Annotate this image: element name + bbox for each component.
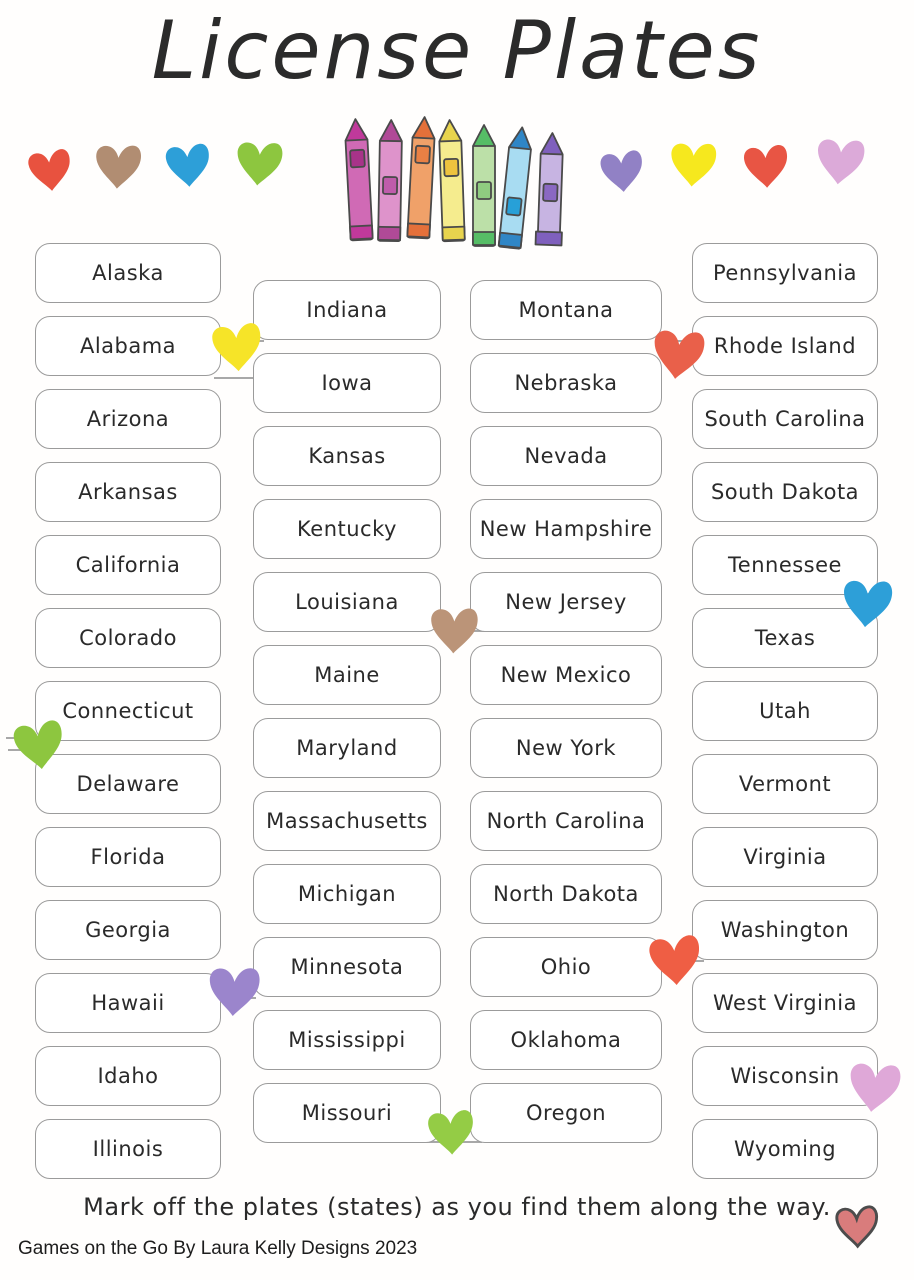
state-label: Minnesota [290, 955, 404, 979]
state-label: Arizona [86, 407, 170, 431]
heart-icon [643, 928, 707, 994]
state-box [35, 243, 221, 303]
state-label: Kansas [308, 444, 386, 468]
state-box [253, 572, 441, 632]
state-label: Oklahoma [510, 1028, 622, 1052]
instruction-text: Mark off the plates (states) as you find them along the way. [83, 1193, 831, 1221]
state-box [35, 1046, 221, 1106]
heart-icon [644, 321, 711, 390]
state-label: Montana [518, 298, 614, 322]
heart-icon [809, 127, 871, 197]
state-label: Kentucky [297, 517, 397, 541]
state-box [470, 864, 662, 924]
state-label: North Carolina [486, 809, 646, 833]
crayons-icon [343, 116, 575, 266]
state-label: Texas [754, 626, 816, 650]
state-box [470, 937, 662, 997]
crayon-label [350, 150, 365, 168]
state-box [470, 718, 662, 778]
state-box [253, 280, 441, 340]
state-box [692, 681, 878, 741]
state-box [692, 316, 878, 376]
state-box [253, 645, 441, 705]
crayon-green-icon [473, 125, 495, 246]
state-box [470, 791, 662, 851]
state-box [35, 535, 221, 595]
state-box [470, 1010, 662, 1070]
state-box [253, 1083, 441, 1143]
state-box [470, 572, 662, 632]
crayon-label [415, 146, 430, 164]
crayon-yellow-icon [439, 120, 465, 242]
state-box [692, 827, 878, 887]
state-box [692, 973, 878, 1033]
crayon-band [407, 223, 430, 237]
state-box [470, 353, 662, 413]
state-label: West Virginia [713, 991, 857, 1015]
state-label: Ohio [540, 955, 592, 979]
crayon-band [473, 232, 495, 245]
state-label: Vermont [738, 772, 832, 796]
state-label: Wyoming [733, 1137, 837, 1161]
state-box [253, 791, 441, 851]
state-box [692, 389, 878, 449]
state-label: Michigan [297, 882, 397, 906]
state-label: Utah [759, 699, 811, 723]
state-label: Oregon [525, 1101, 607, 1125]
state-label: Mississippi [288, 1028, 406, 1052]
state-label: Wisconsin [730, 1064, 840, 1088]
state-label: South Dakota [710, 480, 860, 504]
state-label: New York [515, 736, 617, 760]
crayon-tip [344, 119, 367, 141]
crayon-blue-icon [499, 126, 534, 249]
state-box [253, 426, 441, 486]
state-label: Connecticut [62, 699, 194, 723]
heart-icon [425, 601, 483, 661]
state-box [35, 608, 221, 668]
state-box [470, 426, 662, 486]
crayon-label [506, 197, 522, 215]
state-label: California [75, 553, 181, 577]
page-title: License Plates [151, 4, 763, 97]
crayon-tip [413, 117, 436, 139]
state-box [692, 243, 878, 303]
state-column-1 [35, 243, 221, 1179]
state-label: South Carolina [704, 407, 866, 431]
state-label: Maine [314, 663, 380, 687]
state-label: Idaho [97, 1064, 159, 1088]
state-label: Iowa [321, 371, 373, 395]
state-label: Florida [90, 845, 166, 869]
crayon-tip [439, 120, 462, 142]
state-box [470, 645, 662, 705]
heart-icon [595, 144, 649, 200]
crayon-label [477, 182, 491, 199]
state-label: New Mexico [500, 663, 632, 687]
state-box [35, 462, 221, 522]
crayon-band [350, 225, 373, 239]
crayon-tip [473, 125, 495, 146]
heart-icon [230, 134, 289, 194]
state-box [253, 1010, 441, 1070]
state-box [692, 462, 878, 522]
crayon-tip [509, 126, 533, 149]
crayon-band [378, 227, 400, 240]
heart-icon [22, 143, 79, 198]
heart-icon [206, 316, 268, 380]
state-label: Tennessee [728, 553, 842, 577]
state-label: Arkansas [78, 480, 178, 504]
state-box [35, 900, 221, 960]
state-label: Maryland [296, 736, 398, 760]
state-box [692, 900, 878, 960]
heart-icon [835, 572, 898, 637]
state-box [253, 499, 441, 559]
footer-credit: Games on the Go By Laura Kelly Designs 2023 [18, 1238, 418, 1259]
state-label: Washington [720, 918, 850, 942]
state-label: Louisiana [295, 590, 399, 614]
state-label: Alabama [79, 334, 177, 358]
state-box [35, 973, 221, 1033]
heart-icon [840, 1051, 908, 1126]
state-label: Delaware [76, 772, 180, 796]
heart-icon [422, 1101, 479, 1166]
state-label: Georgia [85, 918, 171, 942]
crayon-tip [541, 133, 564, 155]
state-label: Missouri [301, 1101, 393, 1125]
state-box [253, 937, 441, 997]
state-box [692, 754, 878, 814]
state-label: Pennsylvania [713, 261, 857, 285]
state-label: Indiana [306, 298, 388, 322]
state-label: Virginia [743, 845, 827, 869]
state-box [253, 353, 441, 413]
state-label: Hawaii [91, 991, 165, 1015]
heart-icon [89, 139, 148, 196]
state-column-2 [253, 280, 441, 1143]
state-box [253, 864, 441, 924]
crayon-band [499, 233, 522, 248]
state-label: North Dakota [493, 882, 639, 906]
state-box [692, 1119, 878, 1179]
crayon-label [383, 177, 397, 194]
state-label: Alaska [92, 261, 164, 285]
state-box [470, 1083, 662, 1143]
state-box [35, 316, 221, 376]
state-label: Rhode Island [713, 334, 857, 358]
state-box [35, 1119, 221, 1179]
heart-icon [158, 138, 217, 194]
crayon-band [442, 227, 464, 241]
crayon-band [536, 232, 562, 246]
state-label: Massachusetts [266, 809, 428, 833]
state-box [35, 389, 221, 449]
heart-icon [739, 137, 794, 198]
crayon-label [444, 159, 459, 176]
crayon-pink-icon [378, 120, 402, 241]
state-label: Colorado [79, 626, 177, 650]
heart-icon [664, 134, 722, 196]
state-label: Nebraska [514, 371, 618, 395]
state-label: New Jersey [505, 590, 627, 614]
state-column-4 [692, 243, 878, 1179]
crayon-magenta-icon [344, 119, 372, 241]
crayon-label [543, 184, 558, 201]
crayon-purple-icon [536, 133, 566, 246]
state-column-3 [470, 280, 662, 1143]
heart-icon [202, 958, 265, 1025]
state-label: New Hampshire [479, 517, 653, 541]
state-box [470, 499, 662, 559]
state-box [35, 827, 221, 887]
crayon-orange-icon [407, 117, 435, 239]
state-label: Illinois [92, 1137, 164, 1161]
crayon-tip [380, 120, 402, 141]
state-label: Nevada [524, 444, 608, 468]
state-box [253, 718, 441, 778]
state-box [470, 280, 662, 340]
heart-icon [7, 713, 72, 780]
